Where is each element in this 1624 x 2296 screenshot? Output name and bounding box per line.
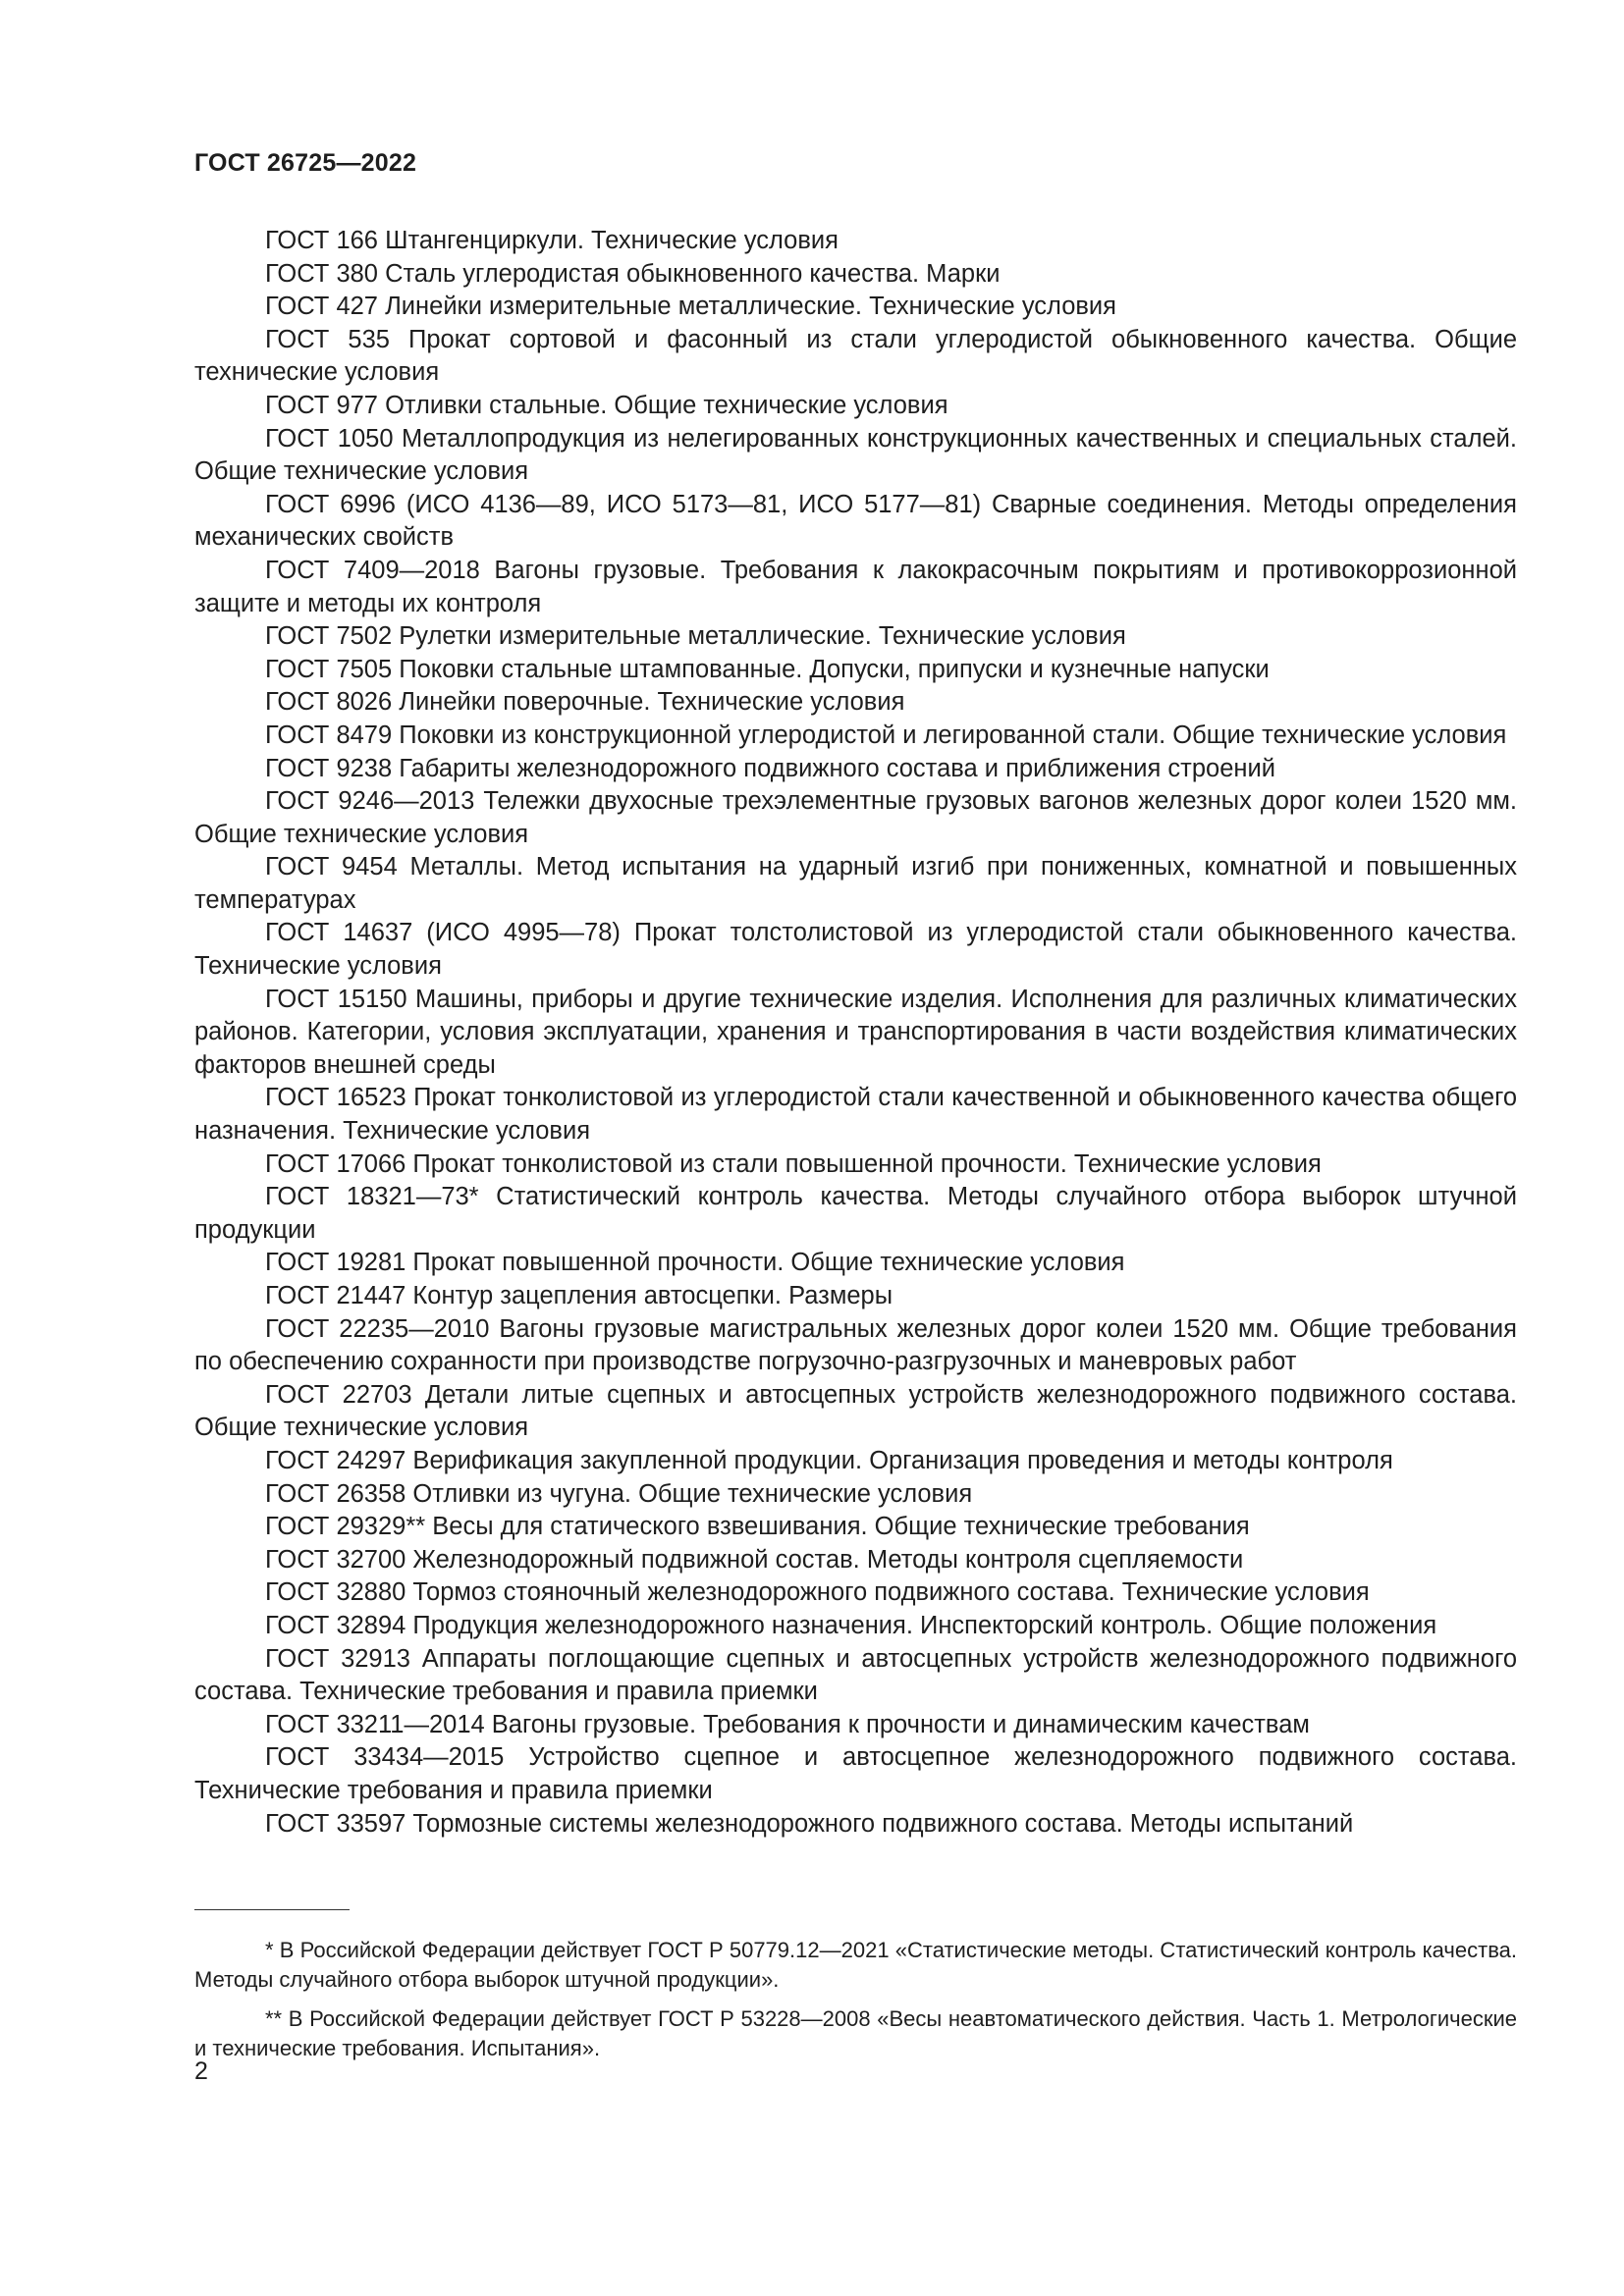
reference-item: ГОСТ 427 Линейки измерительные металлические. Технические условия (265, 293, 1116, 321)
reference-item: ГОСТ 8026 Линейки поверочные. Технические условия (265, 688, 905, 717)
footnote: ** В Российской Федерации действует ГОСТ Р 53228—2008 «Весы неавтоматического действия. Часть 1. Метрологические и технические требования. Испытания». (194, 2006, 1517, 2060)
reference-item: ГОСТ 7409—2018 Вагоны грузовые. Требования к лакокрасочным покрытиям и противокоррозионной защите и методы их контроля (194, 556, 1517, 617)
reference-item: ГОСТ 15150 Машины, приборы и другие технические изделия. Исполнения для различных климатических районов. Категории, условия эксплуатации, хранения и транспортирования в части воздействия климатических факторов внешней среды (194, 985, 1517, 1079)
reference-item: ГОСТ 166 Штангенциркули. Технические условия (265, 227, 839, 254)
reference-item: ГОСТ 24297 Верификация закупленной продукции. Организация проведения и методы контроля (265, 1446, 1393, 1474)
reference-item: ГОСТ 6996 (ИСО 4136—89, ИСО 5173—81, ИСО 5177—81) Сварные соединения. Методы определения механических свойств (194, 490, 1517, 552)
footnote-separator (194, 1909, 350, 1910)
reference-item: ГОСТ 977 Отливки стальные. Общие технические условия (265, 391, 948, 419)
reference-item: ГОСТ 32880 Тормоз стояночный железнодорожного подвижного состава. Технические условия (265, 1578, 1370, 1607)
reference-item: ГОСТ 14637 (ИСО 4995—78) Прокат толстолистовой из углеродистой стали обыкновенного качества. Технические условия (194, 919, 1517, 981)
reference-item: ГОСТ 1050 Металлопродукция из нелегированных конструкционных качественных и специальных сталей. Общие технические условия (194, 424, 1517, 486)
reference-item: ГОСТ 29329** Весы для статического взвешивания. Общие технические требования (265, 1513, 1250, 1541)
reference-item: ГОСТ 7505 Поковки стальные штампованные. Допуски, припуски и кузнечные напуски (265, 655, 1270, 683)
reference-item: ГОСТ 21447 Контур зацепления автосцепки. Размеры (265, 1282, 893, 1309)
reference-item: ГОСТ 32894 Продукция железнодорожного назначения. Инспекторский контроль. Общие положения (265, 1611, 1437, 1639)
reference-item: ГОСТ 8479 Поковки из конструкционной углеродистой и легированной стали. Общие технические условия (265, 721, 1507, 749)
reference-item: ГОСТ 26358 Отливки из чугуна. Общие технические условия (265, 1479, 973, 1508)
reference-item: ГОСТ 535 Прокат сортовой и фасонный из стали углеродистой обыкновенного качества. Общие технические условия (194, 325, 1517, 387)
reference-item: ГОСТ 22703 Детали литые сцепных и автосцепных устройств железнодорожного подвижного состава. Общие технические условия (194, 1380, 1517, 1442)
footnotes (194, 1936, 1517, 2073)
reference-item: ГОСТ 16523 Прокат тонколистовой из углеродистой стали качественной и обыкновенного качества общего назначения. Технические условия (194, 1084, 1517, 1146)
footnote: * В Российской Федерации действует ГОСТ Р 50779.12—2021 «Статистические методы. Статистический контроль качества. Методы случайного отбора выборок штучной продукции». (194, 1938, 1517, 1992)
reference-item: ГОСТ 19281 Прокат повышенной прочности. Общие технические условия (265, 1249, 1125, 1277)
reference-item: ГОСТ 22235—2010 Вагоны грузовые магистральных железных дорог колеи 1520 мм. Общие требования по обеспечению сохранности при производстве погрузочно-разгрузочных и маневровых работ (194, 1314, 1517, 1376)
reference-item: ГОСТ 17066 Прокат тонколистовой из стали повышенной прочности. Технические условия (265, 1149, 1322, 1178)
reference-item: ГОСТ 32700 Железнодорожный подвижной состав. Методы контроля сцепляемости (265, 1545, 1244, 1574)
reference-item: ГОСТ 7502 Рулетки измерительные металлические. Технические условия (265, 622, 1126, 651)
reference-item: ГОСТ 33434—2015 Устройство сцепное и автосцепное железнодорожного подвижного состава. Технические требования и правила приемки (194, 1743, 1517, 1804)
reference-item: ГОСТ 380 Сталь углеродистая обыкновенного качества. Марки (265, 259, 1001, 288)
page-number: 2 (194, 2057, 208, 2085)
reference-item: ГОСТ 18321—73* Статистический контроль качества. Методы случайного отбора выборок штучной продукции (194, 1183, 1517, 1244)
reference-item: ГОСТ 9454 Металлы. Метод испытания на ударный изгиб при пониженных, комнатной и повышенных температурах (194, 853, 1517, 914)
normative-references-list (194, 225, 1517, 1841)
reference-item: ГОСТ 33211—2014 Вагоны грузовые. Требования к прочности и динамическим качествам (265, 1710, 1310, 1738)
reference-item: ГОСТ 33597 Тормозные системы железнодорожного подвижного состава. Методы испытаний (265, 1809, 1354, 1838)
reference-item: ГОСТ 32913 Аппараты поглощающие сцепных и автосцепных устройств железнодорожного подвижного состава. Технические требования и правила приемки (194, 1644, 1517, 1706)
reference-item: ГОСТ 9238 Габариты железнодорожного подвижного состава и приближения строений (265, 754, 1275, 782)
reference-item: ГОСТ 9246—2013 Тележки двухосные трехэлементные грузовых вагонов железных дорог колеи 1520 мм. Общие технические условия (194, 787, 1517, 848)
document-header: ГОСТ 26725—2022 (194, 149, 417, 177)
